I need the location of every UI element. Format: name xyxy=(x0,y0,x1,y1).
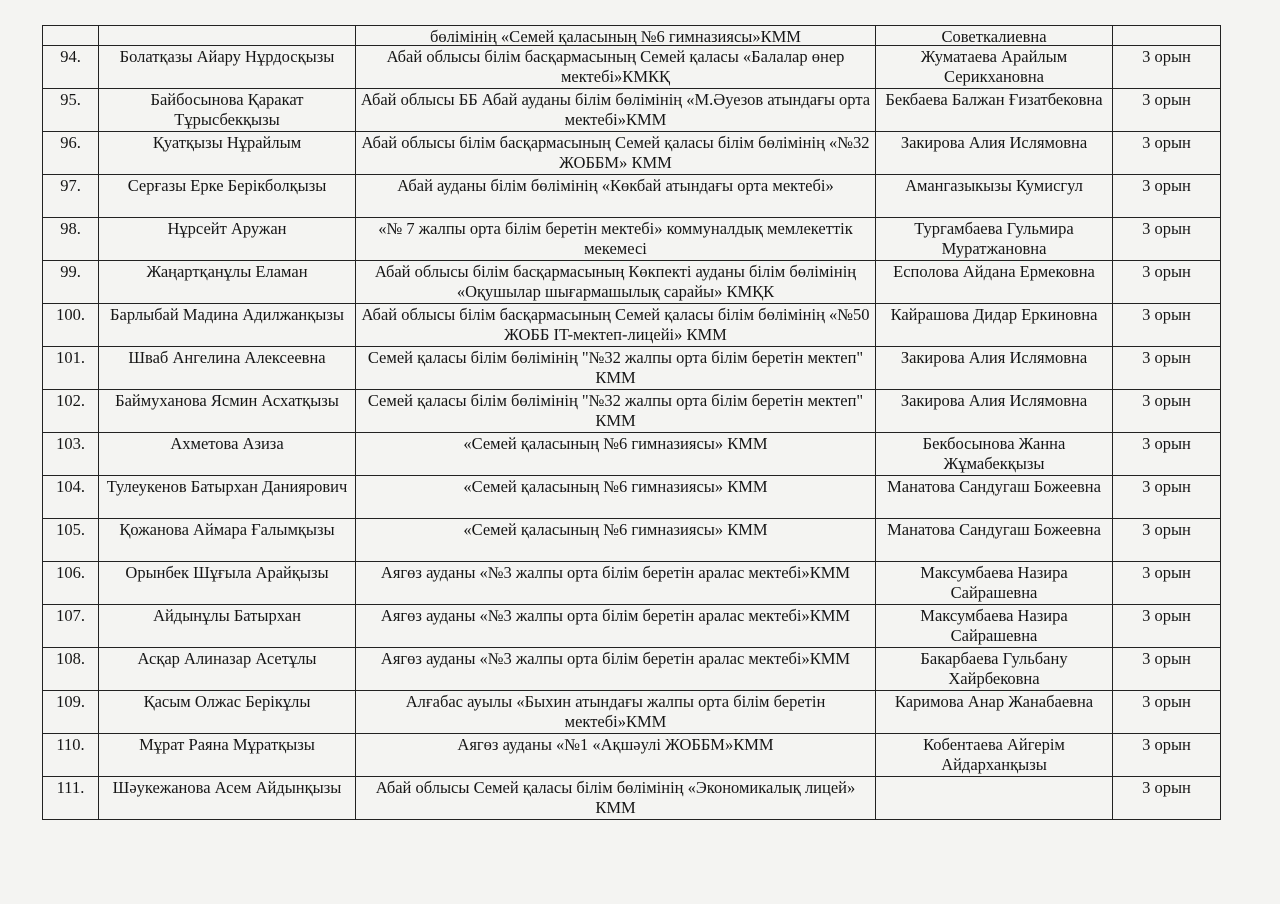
participant-name: Айдынұлы Батырхан xyxy=(99,605,356,648)
row-number: 107. xyxy=(43,605,99,648)
organization-name: Аягөз ауданы «№3 жалпы орта білім беретін аралас мектебі»КММ xyxy=(356,562,876,605)
row-number: 110. xyxy=(43,734,99,777)
place-award: 3 орын xyxy=(1113,734,1221,777)
organization-name: Абай облысы білім басқармасының Семей қаласы «Балалар өнер мектебі»КМКҚ xyxy=(356,46,876,89)
row-number: 105. xyxy=(43,519,99,562)
participant-name: Жаңартқанұлы Еламан xyxy=(99,261,356,304)
organization-name: «Семей қаласының №6 гимназиясы» КММ xyxy=(356,433,876,476)
participant-name: Серғазы Ерке Берікболқызы xyxy=(99,175,356,218)
organization-name: Аягөз ауданы «№1 «Ақшәулі ЖОББМ»КММ xyxy=(356,734,876,777)
participant-name: Шваб Ангелина Алексеевна xyxy=(99,347,356,390)
row-number: 108. xyxy=(43,648,99,691)
place-award: 3 орын xyxy=(1113,304,1221,347)
row-number: 103. xyxy=(43,433,99,476)
organization-name: Абай облысы білім басқармасының Көкпекті ауданы білім бөлімінің «Оқушылар шығармашылық сарайы» КМҚК xyxy=(356,261,876,304)
table-row xyxy=(43,476,1221,519)
participant-name: Қожанова Аймара Ғалымқызы xyxy=(99,519,356,562)
teacher-name: Закирова Алия Ислямовна xyxy=(876,390,1113,433)
table-row xyxy=(43,648,1221,691)
table-row xyxy=(43,132,1221,175)
row-number xyxy=(43,26,99,46)
place-award: 3 орын xyxy=(1113,777,1221,820)
organization-name: Абай ауданы білім бөлімінің «Көкбай атындағы орта мектебі» xyxy=(356,175,876,218)
participant-name: Мұрат Раяна Мұратқызы xyxy=(99,734,356,777)
row-number: 95. xyxy=(43,89,99,132)
participant-name: Барлыбай Мадина Адилжанқызы xyxy=(99,304,356,347)
results-table xyxy=(42,25,1221,820)
row-number: 106. xyxy=(43,562,99,605)
teacher-name: Максумбаева Назира Сайрашевна xyxy=(876,562,1113,605)
table-row xyxy=(43,89,1221,132)
teacher-name xyxy=(876,777,1113,820)
row-number: 98. xyxy=(43,218,99,261)
place-award: 3 орын xyxy=(1113,261,1221,304)
organization-name: Абай облысы білім басқармасының Семей қаласы білім бөлімінің «№50 ЖОББ IT-мектеп-лицейі» КММ xyxy=(356,304,876,347)
place-award: 3 орын xyxy=(1113,347,1221,390)
participant-name: Баймуханова Ясмин Асхатқызы xyxy=(99,390,356,433)
table-row xyxy=(43,433,1221,476)
teacher-name: Советкалиевна xyxy=(876,26,1113,46)
participant-name: Қасым Олжас Берікұлы xyxy=(99,691,356,734)
participant-name: Орынбек Шұғыла Арайқызы xyxy=(99,562,356,605)
row-number: 96. xyxy=(43,132,99,175)
teacher-name: Тургамбаева Гульмира Муратжановна xyxy=(876,218,1113,261)
place-award: 3 орын xyxy=(1113,648,1221,691)
teacher-name: Закирова Алия Ислямовна xyxy=(876,347,1113,390)
organization-name: бөлімінің «Семей қаласының №6 гимназиясы»КММ xyxy=(356,26,876,46)
teacher-name: Кайрашова Дидар Еркиновна xyxy=(876,304,1113,347)
teacher-name: Есполова Айдана Ермековна xyxy=(876,261,1113,304)
table-row xyxy=(43,390,1221,433)
place-award: 3 орын xyxy=(1113,218,1221,261)
table-row xyxy=(43,519,1221,562)
place-award: 3 орын xyxy=(1113,175,1221,218)
place-award: 3 орын xyxy=(1113,519,1221,562)
place-award: 3 орын xyxy=(1113,562,1221,605)
place-award: 3 орын xyxy=(1113,691,1221,734)
table-row xyxy=(43,218,1221,261)
teacher-name: Манатова Сандугаш Божеевна xyxy=(876,519,1113,562)
teacher-name: Максумбаева Назира Сайрашевна xyxy=(876,605,1113,648)
participant-name: Тулеукенов Батырхан Даниярович xyxy=(99,476,356,519)
organization-name: Абай облысы Семей қаласы білім бөлімінің «Экономикалық лицей» КММ xyxy=(356,777,876,820)
row-number: 99. xyxy=(43,261,99,304)
participant-name: Қуатқызы Нұрайлым xyxy=(99,132,356,175)
table-row xyxy=(43,175,1221,218)
participant-name: Шәукежанова Асем Айдынқызы xyxy=(99,777,356,820)
table-row xyxy=(43,777,1221,820)
table-row xyxy=(43,46,1221,89)
organization-name: Абай облысы білім басқармасының Семей қаласы білім бөлімінің «№32 ЖОББМ» КММ xyxy=(356,132,876,175)
place-award: 3 орын xyxy=(1113,46,1221,89)
results-table-body xyxy=(43,26,1221,820)
row-number: 100. xyxy=(43,304,99,347)
participant-name: Нұрсейт Аружан xyxy=(99,218,356,261)
place-award: 3 орын xyxy=(1113,433,1221,476)
teacher-name: Бакарбаева Гульбану Хайрбековна xyxy=(876,648,1113,691)
teacher-name: Каримова Анар Жанабаевна xyxy=(876,691,1113,734)
row-number: 97. xyxy=(43,175,99,218)
place-award: 3 орын xyxy=(1113,89,1221,132)
teacher-name: Жуматаева Арайлым Серикхановна xyxy=(876,46,1113,89)
place-award: 3 орын xyxy=(1113,605,1221,648)
organization-name: Семей қаласы білім бөлімінің "№32 жалпы орта білім беретін мектеп" КММ xyxy=(356,390,876,433)
teacher-name: Бекбосынова Жанна Жұмабекқызы xyxy=(876,433,1113,476)
participant-name: Болатқазы Айару Нұрдосқызы xyxy=(99,46,356,89)
place-award: 3 орын xyxy=(1113,476,1221,519)
place-award: 3 орын xyxy=(1113,390,1221,433)
teacher-name: Кобентаева Айгерім Айдарханқызы xyxy=(876,734,1113,777)
organization-name: Аягөз ауданы «№3 жалпы орта білім беретін аралас мектебі»КММ xyxy=(356,605,876,648)
teacher-name: Закирова Алия Ислямовна xyxy=(876,132,1113,175)
table-row xyxy=(43,605,1221,648)
place-award: 3 орын xyxy=(1113,132,1221,175)
organization-name: Абай облысы ББ Абай ауданы білім бөлімінің «М.Әуезов атындағы орта мектебі»КММ xyxy=(356,89,876,132)
table-row-continued xyxy=(43,26,1221,46)
organization-name: «№ 7 жалпы орта білім беретін мектебі» коммуналдық мемлекеттік мекемесі xyxy=(356,218,876,261)
table-row xyxy=(43,261,1221,304)
organization-name: Аягөз ауданы «№3 жалпы орта білім беретін аралас мектебі»КММ xyxy=(356,648,876,691)
row-number: 111. xyxy=(43,777,99,820)
row-number: 104. xyxy=(43,476,99,519)
participant-name: Байбосынова Қаракат Тұрысбекқызы xyxy=(99,89,356,132)
table-row xyxy=(43,734,1221,777)
table-row xyxy=(43,304,1221,347)
table-row xyxy=(43,347,1221,390)
participant-name: Ахметова Азиза xyxy=(99,433,356,476)
table-row xyxy=(43,691,1221,734)
row-number: 101. xyxy=(43,347,99,390)
participant-name: Асқар Алиназар Асетұлы xyxy=(99,648,356,691)
place-award xyxy=(1113,26,1221,46)
row-number: 102. xyxy=(43,390,99,433)
teacher-name: Амангазыкызы Кумисгул xyxy=(876,175,1113,218)
teacher-name: Манатова Сандугаш Божеевна xyxy=(876,476,1113,519)
organization-name: «Семей қаласының №6 гимназиясы» КММ xyxy=(356,476,876,519)
row-number: 94. xyxy=(43,46,99,89)
teacher-name: Бекбаева Балжан Ғизатбековна xyxy=(876,89,1113,132)
organization-name: Семей қаласы білім бөлімінің "№32 жалпы орта білім беретін мектеп" КММ xyxy=(356,347,876,390)
organization-name: «Семей қаласының №6 гимназиясы» КММ xyxy=(356,519,876,562)
table-row xyxy=(43,562,1221,605)
participant-name xyxy=(99,26,356,46)
organization-name: Алғабас ауылы «Быхин атындағы жалпы орта білім беретін мектебі»КММ xyxy=(356,691,876,734)
row-number: 109. xyxy=(43,691,99,734)
